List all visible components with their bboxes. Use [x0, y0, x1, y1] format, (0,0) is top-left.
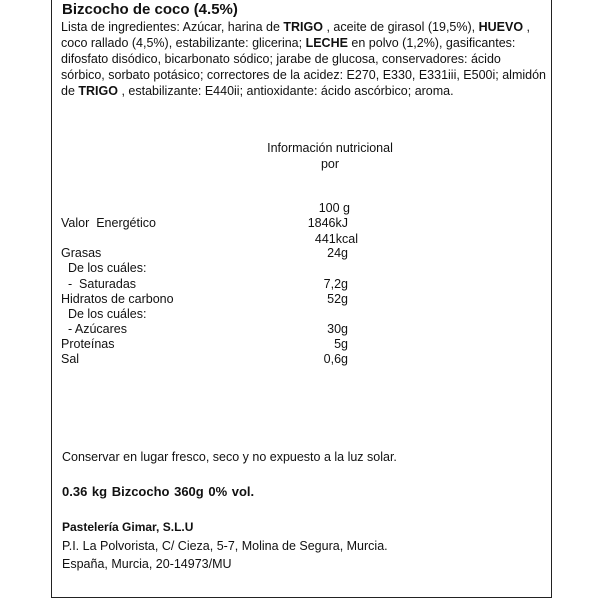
net-quantity: 0.36 kg Bizcocho 360g 0% vol.	[62, 484, 255, 499]
nutrition-header-title: Información nutricional	[267, 141, 393, 155]
company-registry: España, Murcia, 20-14973/MU	[62, 557, 232, 571]
nutrition-row-value: 441kcal	[314, 232, 358, 246]
ingredient-text: Lista de ingredientes: Azúcar, harina de	[61, 20, 284, 34]
nutrition-row-value: 24g	[327, 246, 348, 260]
storage-instructions: Conservar en lugar fresco, seco y no expuesto a la luz solar.	[62, 450, 397, 464]
ingredients-list	[61, 19, 546, 99]
company-address: P.I. La Polvorista, C/ Cieza, 5-7, Molina de Segura, Murcia.	[62, 539, 388, 553]
nutrition-row-value: 0,6g	[323, 352, 348, 366]
nutrition-per-amount: 100 g	[318, 201, 350, 215]
ingredient-text: , coco rallado (4,5%), estabilizante: glicerina;	[61, 20, 531, 50]
nutrition-row-value: 7,2g	[323, 277, 348, 291]
nutrition-row-value: 1846kJ	[307, 216, 348, 230]
ingredient-text: en polvo (1,2%), gasificantes: difosfato disódico, bicarbonato sódico; jarabe de glucosa, conservadores: ácido sórbico, sorbato potásico; correctores de la acidez: E270, E330, E331iii, E500i; almidón de	[61, 36, 546, 98]
nutrition-row-value: 52g	[327, 292, 348, 306]
nutrition-header	[240, 140, 420, 172]
nutrition-header-per: por	[320, 157, 340, 171]
ingredient-text: , estabilizante: E440ii; antioxidante: ácido ascórbico; aroma.	[117, 84, 454, 98]
nutrition-row-label: Hidratos de carbono	[61, 292, 174, 306]
allergen-text: HUEVO	[478, 20, 524, 34]
nutrition-row-value: 30g	[327, 322, 348, 336]
nutrition-row-label: - Azúcares	[61, 322, 127, 336]
nutrition-row-label: Proteínas	[61, 337, 115, 351]
allergen-text: TRIGO	[283, 20, 323, 34]
nutrition-row-label: - Saturadas	[61, 277, 137, 291]
allergen-text: TRIGO	[78, 84, 118, 98]
nutrition-row-label: De los cuáles:	[61, 261, 147, 275]
nutrition-row-label: Grasas	[61, 246, 102, 260]
nutrition-row-label: De los cuáles:	[61, 307, 147, 321]
ingredient-text: , aceite de girasol (19,5%),	[322, 20, 479, 34]
nutrition-row-label: Valor Energético	[61, 216, 156, 230]
product-title: Bizcocho de coco (4.5%)	[62, 1, 238, 18]
nutrition-row-value: 5g	[334, 337, 348, 351]
company-name: Pastelería Gimar, S.L.U	[62, 520, 194, 534]
allergen-text: LECHE	[305, 36, 348, 50]
nutrition-row-label: Sal	[61, 352, 80, 366]
